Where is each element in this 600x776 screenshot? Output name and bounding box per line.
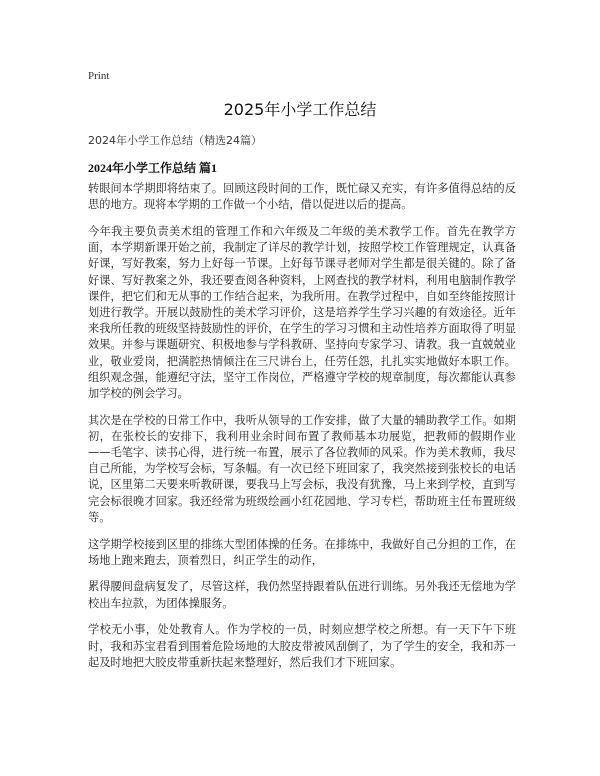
- paragraph: 转眼间本学期即将结束了。回顾这段时间的工作，既忙碌又充实，有许多值得总结的反思的地方。现将本学期的工作做一个小结，借以促进以后的提高。: [88, 182, 516, 212]
- paragraph: 今年我主要负责美术组的管理工作和六年级及二年级的美术教学工作。首先在教学方面，本学期新课开始之前，我制定了详尽的教学计划，按照学校工作管理规定，认真备好课，写好教案，努力上好每一节课。上好每节课寻老师对学生都是很关键的。除了备好课、写好教案之外，我还要查阅各种资料，上网查找的教学材料，利用电脑制作教学课件，把它们和无从事的工作结合起来，为我所用。在教学过程中，自如至终能按照计划进行教学。开展以鼓励性的美术学习评价，这是培养学生学习兴趣的有效途径。近年来我所任教的班级坚持鼓励性的评价，在学生的学习习惯和主动性培养方面取得了明显效果。并参与课题研究、积极地参与学科教研、坚持向专家学习、请教。我一直兢兢业业，敬业爱岗，把满腔热情倾注在三尺讲台上，任劳任怨，扎扎实实地做好本职工作。组织观念强，能遵纪守法，坚守工作岗位，严格遵守学校的规章制度，每次都能认真参加学校的例会学习。: [88, 224, 516, 400]
- paragraph: 累得腰间盘病复发了，尽管这样，我仍然坚持跟着队伍进行训练。另外我还无偿地为学校出车拉款，为团体操服务。: [88, 580, 516, 610]
- paragraph: 其次是在学校的日常工作中，我听从领导的工作安排，做了大量的辅助教学工作。如期初，在张校长的安排下，我利用业余时间布置了教师基本功展览，把教师的假期作业——毛笔字、读书心得，进行统一布置，展示了各位教师的风采。作为美术教师，我尽自己所能，为学校写会标，写条幅。有一次已经下班回家了，我突然接到张校长的电话说，区里第二天要来听教研课，要我马上写会标，我没有犹豫，马上来到学校，直到写完会标很晚才回家。我还经常为班级绘画小红花园地、学习专栏，帮助班主任布置班级等。: [88, 413, 516, 524]
- paragraph: 这学期学校接到区里的排练大型团体操的任务。在排练中，我做好自己分担的工作，在场地上跑来跑去，顶着烈日，纠正学生的动作，: [88, 537, 516, 567]
- print-link[interactable]: Print: [88, 70, 110, 82]
- page-title: 2025年小学工作总结: [223, 100, 377, 119]
- document-subtitle: 2024年小学工作总结（精选24篇）: [88, 134, 262, 147]
- paragraph: 学校无小事，处处教育人。作为学校的一员，时刻应想学校之所想。有一天下午下班时，我和苏宝君看到围着危险场地的大胶皮带被风刮倒了，为了学生的安全，我和苏一起及时地把大胶皮带重新扶起来整理好，然后我们才下班回家。: [88, 623, 516, 669]
- section-heading: 2024年小学工作总结 篇1: [88, 161, 218, 175]
- article-body: [88, 181, 516, 681]
